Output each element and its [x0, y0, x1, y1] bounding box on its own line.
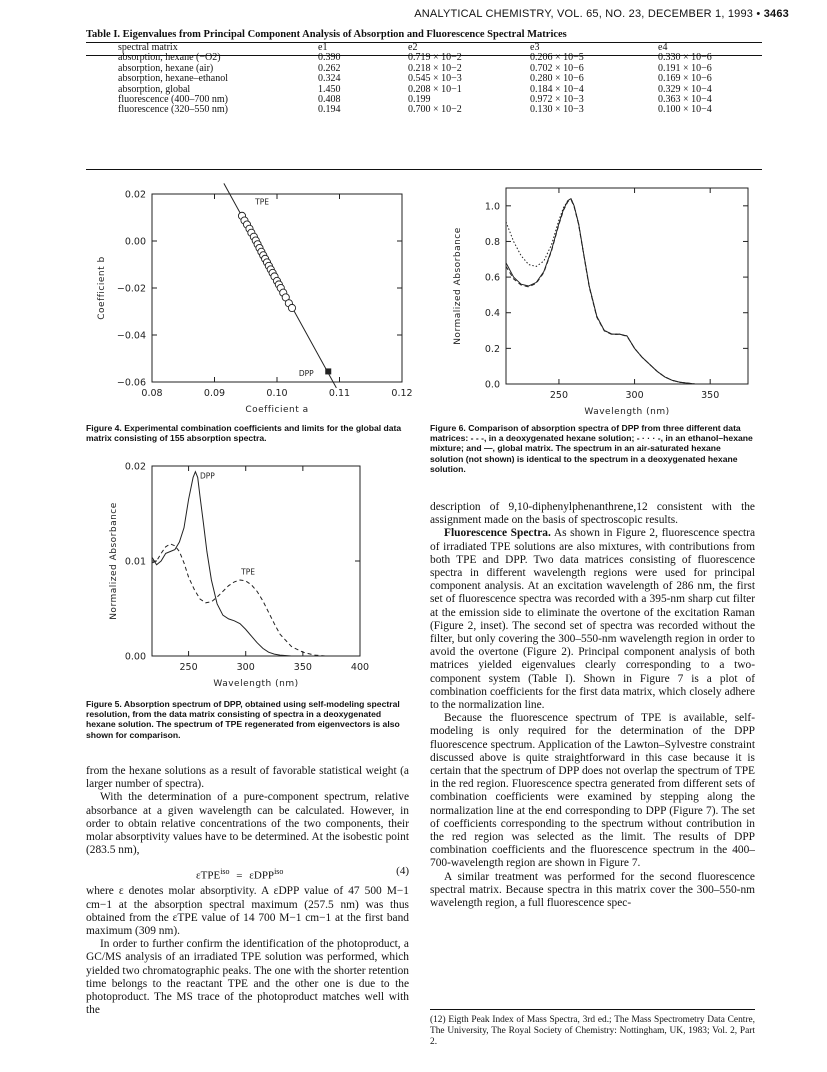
- equation-number: (4): [396, 865, 409, 878]
- table-cell: 0.280 × 10−6: [530, 73, 584, 85]
- y-tick-label: −0.04: [116, 330, 146, 342]
- figure-4-text: Experimental combination coefficients and limits for the global data matrix consisting of 155 absorption spectra.: [86, 423, 402, 444]
- table-cell: fluorescence (400–700 nm): [118, 94, 228, 106]
- left-paragraph: In order to further confirm the identification of the photoproduct, a GC/MS analysis of an irradiated TPE solution was performed, which yielded two chromatographic peaks. The one with the shorter retention time belongs to the reactant TPE and the other one is due to the photoproduct. The MS trace of the photoproduct matches well with the: [86, 938, 409, 1017]
- table-rule-bottom: [86, 169, 762, 170]
- figure-5-caption: [86, 699, 408, 740]
- table-row: [118, 105, 762, 115]
- table-cell: 0.324: [318, 73, 341, 85]
- x-axis-label: Wavelength (nm): [584, 407, 670, 417]
- section-heading: Fluorescence Spectra.: [444, 527, 551, 540]
- table-cell: 0.208 × 10−1: [408, 83, 462, 95]
- table-cell: 0.390: [318, 52, 341, 64]
- table-cell: 0.218 × 10−2: [408, 62, 462, 74]
- table-cell: 0.329 × 10−4: [658, 83, 712, 95]
- equation-equals: =: [236, 870, 243, 883]
- tpe-annotation: TPE: [241, 567, 255, 577]
- tpe-annotation: TPE: [255, 197, 269, 207]
- col-header: e1: [318, 42, 328, 53]
- y-tick-label: 0.4: [484, 308, 500, 320]
- figure-5-plot: [88, 452, 388, 697]
- y-tick-label: 0.0: [484, 379, 500, 391]
- x-tick-label: 0.10: [266, 388, 288, 399]
- table-cell: 0.545 × 10−3: [408, 73, 462, 85]
- series-line-dpp: [152, 472, 291, 656]
- table-cell: 0.363 × 10−4: [658, 94, 712, 106]
- col-header: spectral matrix: [118, 42, 178, 53]
- series-line-solid: [506, 199, 725, 384]
- left-paragraph: With the determination of a pure-component spectrum, relative absorbance at a given wavelength can be calculated. However, in order to obtain relative concentrations of the two components, their molar absorptivity values have to be determined. At the isobestic point (283.5 nm),: [86, 791, 409, 857]
- journal-citation: ANALYTICAL CHEMISTRY, VOL. 65, NO. 23, DECEMBER 1, 1993: [414, 8, 754, 20]
- x-tick-label: 350: [701, 390, 720, 401]
- x-axis-label: Coefficient a: [245, 405, 309, 415]
- table-cell: 0.262: [318, 62, 341, 74]
- left-paragraph: from the hexane solutions as a result of favorable statistical weight (a larger number of spectra).: [86, 765, 409, 791]
- x-tick-label: 0.12: [391, 388, 413, 399]
- x-tick-label: 400: [350, 662, 370, 673]
- col-header: e2: [408, 42, 418, 53]
- left-column-text: [86, 765, 409, 1017]
- x-tick-label: 300: [236, 662, 255, 673]
- x-tick-label: 350: [293, 662, 312, 673]
- y-axis-label: Coefficient b: [97, 256, 107, 320]
- right-paragraph: [430, 527, 755, 712]
- figure-6-caption: [430, 423, 755, 474]
- figure-6-label: Figure 6.: [430, 423, 466, 433]
- y-tick-label: 1.0: [484, 201, 500, 213]
- series-line-tpe: [152, 544, 337, 656]
- dpp-limit-point: [325, 368, 331, 374]
- equation-lhs: εTPE: [196, 870, 221, 883]
- table-cell: absorption, hexane–ethanol: [118, 73, 228, 85]
- right-paragraph: A similar treatment was performed for the second fluorescence spectral matrix. Because spectra in this matrix cover the 300–550-nm wavelength region, a full fluorescence spec-: [430, 870, 755, 910]
- right-column-text: [430, 501, 755, 910]
- x-tick-label: 0.08: [141, 388, 163, 399]
- dpp-annotation: DPP: [298, 369, 314, 379]
- y-tick-label: −0.02: [116, 283, 146, 295]
- y-tick-label: 0.8: [484, 236, 500, 248]
- table-body: [118, 53, 762, 115]
- figure-5-label: Figure 5.: [86, 699, 122, 709]
- footnote: (12) Eigth Peak Index of Mass Spectra, 3rd ed.; The Mass Spectrometry Data Centre, The University, The Royal Society of Chemistry: Nottingham, UK, 1983; Vol. 2, Part 2.: [430, 1015, 755, 1047]
- figure-5-text: Absorption spectrum of DPP, obtained using self-modeling spectral resolution, from the data matrix consisting of spectra in a deoxygenated hexane solution. The spectrum of TPE regenerated from eigenvectors is also shown for comparison.: [86, 699, 400, 740]
- table-cell: 0.719 × 10−2: [408, 52, 462, 64]
- x-tick-label: 250: [179, 662, 198, 673]
- figure-4-label: Figure 4.: [86, 423, 122, 433]
- right-paragraph: Because the fluorescence spectrum of TPE is available, self-modeling is only required for the determination of the DPP fluorescence spectrum. Application of the Lawton–Sylvestre constraint discussed above is quite straightforward in this case because it is certain that the spectrum of DPP does not overlap the spectrum of TPE in the red region. Fluorescence spectra generated from different sets of combination coefficients were examined by stepping along the normalization line at the end corresponding to DPP (Figure 7). The set of coefficients corresponding to the spectrum without contribution in the red region was selected as the limit. The results of DPP combination coefficients and the fluorescence spectrum in the 400–700-wavelength region are shown in Figure 7.: [430, 712, 755, 870]
- x-tick-label: 0.09: [203, 388, 226, 399]
- figure-6-text: Comparison of absorption spectra of DPP from three different data matrices: - - -, in a deoxygenated hexane solution; - · · · -, in an ethanol–hexane mixture; and —, global matrix. The spectrum in an air-saturated hexane solution (not shown) is identical to the spectrum in a deoxygenated hexane solution.: [430, 423, 753, 474]
- table-cell: 0.184 × 10−4: [530, 83, 584, 95]
- footnote-rule: [430, 1009, 755, 1010]
- y-axis-label: Normalized Absorbance: [109, 502, 119, 620]
- right-paragraph-text: As shown in Figure 2, fluorescence spectra of irradiated TPE solutions are also mixtures, with contributions from both TPE and DPP. Two data matrices consisting of fluorescence spectra in different wavelength regions were used for principal component analysis. At an excitation wavelength of 286 nm, the first set of fluorescence spectra was recorded with a 395-nm sharp cut filter at the emission side to eliminate the overtone of the excitation Raman (Figure 2, inset). The second set of spectra was recorded without the filter, but only covering the 300–550-nm wavelength region in order to avoid the overtone (Figure 2). Principal component analysis of both matrices yielded eigenvalues clearly corresponding to a two-component system (Table I). Shown in Figure 7 is a plot of combination coefficients for the first data matrix, which closely adhere to the normalization line.: [430, 527, 756, 712]
- page-number: 3463: [763, 8, 789, 20]
- table-cell: 0.702 × 10−6: [530, 62, 584, 74]
- running-header: [414, 8, 789, 20]
- y-tick-label: −0.06: [116, 377, 146, 389]
- figure-4-plot: [86, 182, 416, 422]
- eq-sup-right: iso: [274, 867, 284, 877]
- equation-4: [86, 859, 409, 883]
- table-cell: absorption, global: [118, 83, 191, 95]
- table-cell: 0.972 × 10−3: [530, 94, 584, 106]
- series-line-dotted: [506, 199, 725, 384]
- y-tick-label: 0.6: [484, 272, 500, 284]
- table-cell: 0.199: [408, 94, 431, 106]
- series-line-dashed: [506, 200, 725, 384]
- col-header: e4: [658, 42, 668, 53]
- table-cell: 0.700 × 10−2: [408, 104, 462, 116]
- x-tick-label: 300: [625, 390, 644, 401]
- table-cell: 0.330 × 10−6: [658, 52, 712, 64]
- dpp-annotation: DPP: [200, 471, 215, 481]
- eigenvalue-table: [118, 43, 762, 116]
- table-cell: 0.100 × 10−4: [658, 104, 712, 116]
- table-cell: absorption, hexane (−O2): [118, 52, 221, 64]
- x-axis-label: Wavelength (nm): [213, 679, 299, 689]
- plot-frame: [506, 188, 748, 384]
- table-cell: 0.169 × 10−6: [658, 73, 712, 85]
- table-cell: 0.130 × 10−3: [530, 104, 584, 116]
- table-cell: 0.206 × 10−5: [530, 52, 584, 64]
- table-cell: 0.408: [318, 94, 341, 106]
- data-point: [288, 304, 295, 311]
- y-tick-label: 0.00: [124, 236, 146, 248]
- figure-4-caption: [86, 423, 408, 443]
- eq-sup-left: iso: [220, 867, 230, 877]
- x-tick-label: 0.11: [328, 388, 351, 399]
- left-paragraph: where ε denotes molar absorptivity. A εDPP value of 47 500 M−1 cm−1 at the absorption spectral maximum (257.5 nm) was thus obtained from the εTPE value of 14 700 M−1 cm−1 at the first band maximum (309 nm).: [86, 885, 409, 938]
- y-tick-label: 0.02: [124, 189, 146, 201]
- table-cell: fluorescence (320–550 nm): [118, 104, 228, 116]
- y-tick-label: 0.02: [124, 461, 146, 473]
- equation-rhs: εDPP: [249, 870, 275, 883]
- table-title: Table I. Eigenvalues from Principal Component Analysis of Absorption and Fluorescence Spectral Matrices: [86, 29, 567, 40]
- table-cell: 0.191 × 10−6: [658, 62, 712, 74]
- table-cell: 0.194: [318, 104, 341, 116]
- figure-6-plot: [448, 182, 758, 422]
- y-axis-label: Normalized Absorbance: [453, 227, 463, 345]
- table-cell: 1.450: [318, 83, 341, 95]
- y-tick-label: 0.2: [484, 343, 500, 355]
- x-tick-label: 250: [549, 390, 569, 401]
- right-paragraph: description of 9,10-diphenylphenanthrene,12 consistent with the assignment made on the basis of spectroscopic results.: [430, 501, 755, 527]
- table-cell: absorption, hexane (air): [118, 62, 214, 74]
- header-bullet: •: [756, 8, 761, 20]
- y-tick-label: 0.01: [124, 556, 146, 568]
- y-tick-label: 0.00: [124, 651, 146, 663]
- col-header: e3: [530, 42, 540, 53]
